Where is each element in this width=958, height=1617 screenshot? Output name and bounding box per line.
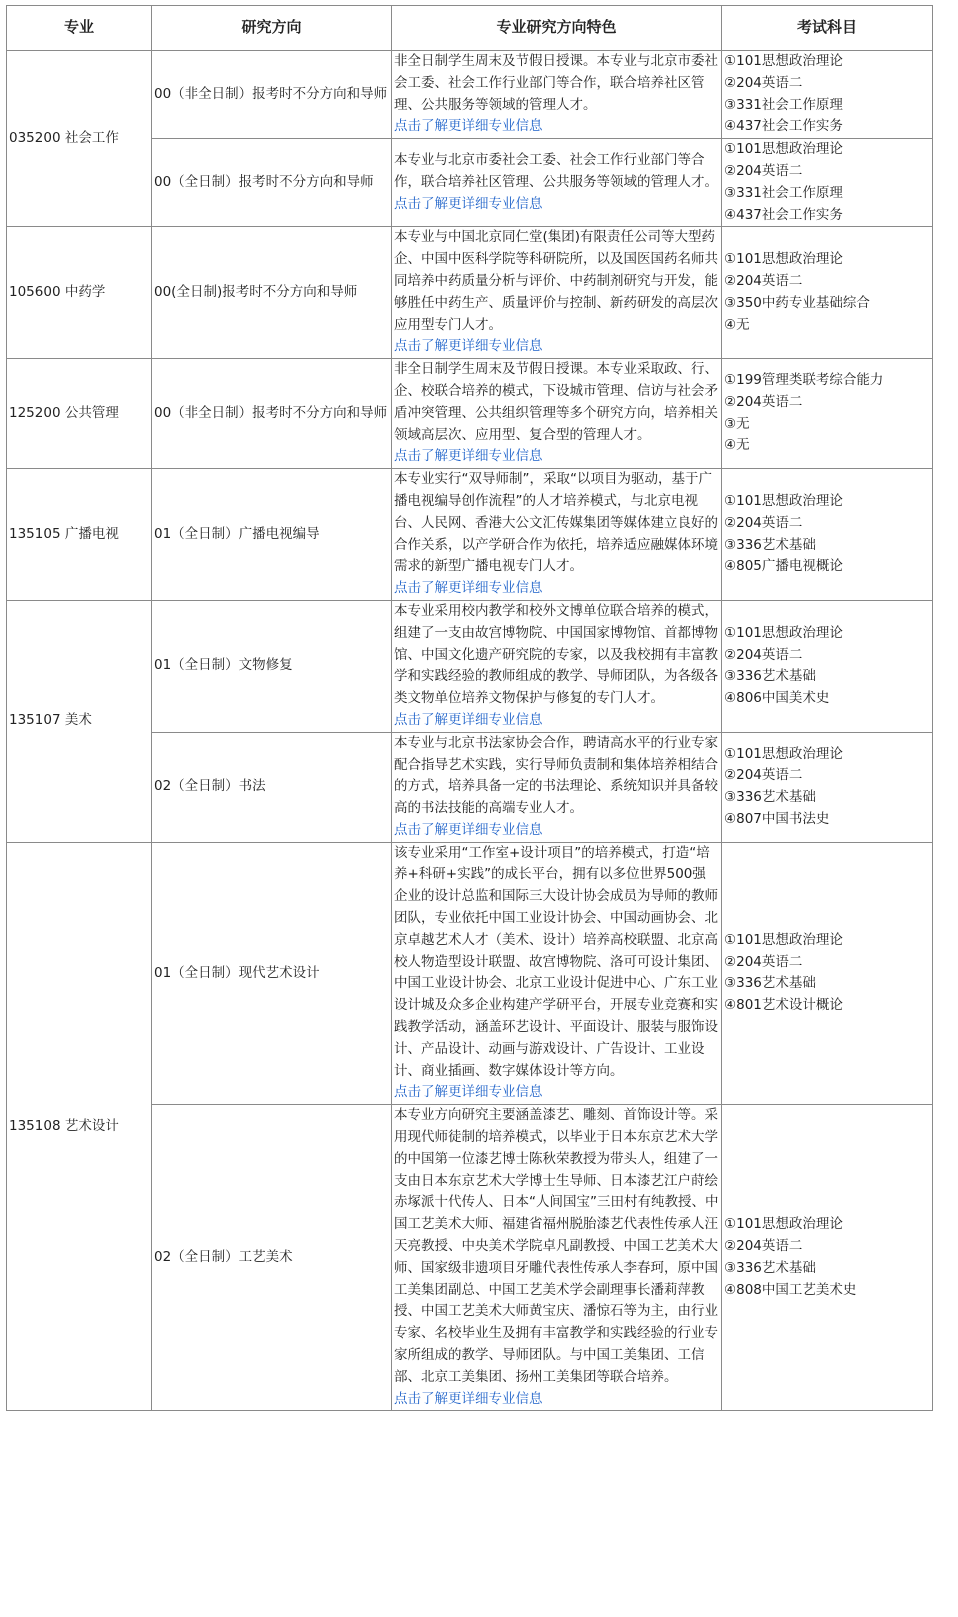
major-cell: 135105 广播电视 — [7, 469, 152, 601]
feature-cell — [392, 842, 722, 1105]
exam-subject: ②204英语二 — [724, 514, 803, 531]
details-link[interactable]: 点击了解更详细专业信息 — [394, 118, 543, 135]
subjects-cell — [722, 51, 933, 139]
exam-subject: ④806中国美术史 — [724, 690, 830, 707]
feature-text: 本专业实行“双导师制”，采取“以项目为驱动，基于广播电视编导创作流程”的人才培养模式，与北京电视台、人民网、香港大公文汇传媒集团等媒体建立良好的合作关系，以产学研合作为依托，培养适应融媒体环境需求的新型广播电视专门人才。 — [394, 471, 718, 575]
exam-subject: ③331社会工作原理 — [724, 96, 843, 113]
subjects-cell — [722, 1105, 933, 1411]
exam-subject: ②204英语二 — [724, 953, 803, 970]
exam-subject: ③331社会工作原理 — [724, 184, 843, 201]
header-row — [7, 6, 933, 51]
exam-subject: ③350中药专业基础综合 — [724, 294, 870, 311]
feature-text: 该专业采用“工作室+设计项目”的培养模式，打造“培养+科研+实践”的成长平台，拥有以多位世界500强企业的设计总监和国际三大设计协会成员为导师的教师团队，专业依托中国工业设计协会、中国动画协会、北京卓越艺术人才（美术、设计）培养高校联盟、北京高校人物造型设计联盟、故宫博物院、洛可可设计集团、中国工业设计协会、北京工业设计促进中心、广东工业设计城及众多企业构建产学研平台，开展专业竞赛和实践教学活动，涵盖环艺设计、平面设计、服装与服饰设计、产品设计、动画与游戏设计、广告设计、工业设计、商业插画、数字媒体设计等方向。 — [394, 844, 718, 1079]
exam-subject: ④801艺术设计概论 — [724, 997, 843, 1014]
details-link[interactable]: 点击了解更详细专业信息 — [394, 448, 543, 465]
exam-subject: ④807中国书法史 — [724, 810, 830, 827]
exam-subject: ①101思想政治理论 — [724, 745, 843, 762]
feature-text: 本专业方向研究主要涵盖漆艺、雕刻、首饰设计等。采用现代师徒制的培养模式，以毕业于日本东京艺术大学的中国第一位漆艺博士陈秋荣教授为带头人，组建了一支由日本东京艺术大学博士生导师、日本漆艺江户莳绘赤塚派十代传人、日本“人间国宝”三田村有纯教授、中国工艺美术大师、福建省福州脱胎漆艺代表性传承人汪天亮教授、中央美术学院卓凡副教授、中国工艺美术大师、国家级非遗项目牙雕代表性传承人李春珂，原中国工美集团副总、中国工艺美术学会副理事长潘莉萍教授、中国工艺美术大师黄宝庆、潘惊石等为主，由行业专家、名校毕业生及拥有丰富教学和实践经验的行业专家所组成的教学、导师团队。与中国工美集团、工信部、北京工美集团、扬州工美集团等联合培养。 — [394, 1107, 719, 1385]
exam-subject: ③336艺术基础 — [724, 536, 816, 553]
table-row — [7, 600, 933, 732]
feature-cell — [392, 139, 722, 227]
exam-subject: ②204英语二 — [724, 393, 803, 410]
major-cell: 035200 社会工作 — [7, 51, 152, 227]
direction-cell: 01（全日制）广播电视编导 — [152, 469, 392, 601]
header-subjects: 考试科目 — [722, 6, 933, 51]
majors-table — [6, 5, 933, 1411]
exam-subject: ③无 — [724, 415, 750, 432]
exam-subject: ②204英语二 — [724, 162, 803, 179]
exam-subject: ②204英语二 — [724, 767, 803, 784]
major-cell: 125200 公共管理 — [7, 359, 152, 469]
exam-subject: ③336艺术基础 — [724, 1259, 816, 1276]
direction-cell: 00（非全日制）报考时不分方向和导师 — [152, 51, 392, 139]
subjects-cell — [722, 732, 933, 842]
exam-subject: ②204英语二 — [724, 74, 803, 91]
feature-cell — [392, 732, 722, 842]
table-row — [7, 227, 933, 359]
subjects-cell — [722, 139, 933, 227]
details-link[interactable]: 点击了解更详细专业信息 — [394, 711, 543, 728]
subjects-cell — [722, 359, 933, 469]
exam-subject: ④437社会工作实务 — [724, 118, 843, 135]
feature-cell — [392, 359, 722, 469]
feature-text: 本专业采用校内教学和校外文博单位联合培养的模式，组建了一支由故宫博物院、中国国家博物馆、首都博物馆、中国文化遗产研究院的专家，以及我校拥有丰富教学和实践经验的教师组成的教学、导师团队，为各级各类文物单位培养文物保护与修复的专门人才。 — [394, 602, 718, 707]
details-link[interactable]: 点击了解更详细专业信息 — [394, 1390, 543, 1407]
feature-text: 非全日制学生周末及节假日授课。本专业与北京市委社会工委、社会工作行业部门等合作，联合培养社区管理、公共服务等领域的管理人才。 — [394, 53, 718, 113]
majors-body — [7, 51, 933, 1411]
exam-subject: ③336艺术基础 — [724, 975, 816, 992]
feature-cell — [392, 227, 722, 359]
subjects-cell — [722, 227, 933, 359]
feature-text: 本专业与中国北京同仁堂(集团)有限责任公司等大型药企、中国中医科学院等科研院所，以及国医国药名师共同培养中药质量分析与评价、中药制剂研究与开发，能够胜任中药生产、质量评价与控制、新药研发的高层次应用型专门人才。 — [394, 229, 718, 333]
header-direction: 研究方向 — [152, 6, 392, 51]
major-cell: 135108 艺术设计 — [7, 842, 152, 1411]
subjects-cell — [722, 842, 933, 1105]
details-link[interactable]: 点击了解更详细专业信息 — [394, 195, 543, 212]
exam-subject: ④无 — [724, 437, 750, 454]
major-cell: 135107 美术 — [7, 600, 152, 842]
subjects-cell — [722, 469, 933, 601]
exam-subject: ③336艺术基础 — [724, 668, 816, 685]
exam-subject: ④无 — [724, 316, 750, 333]
feature-cell — [392, 600, 722, 732]
table-row — [7, 469, 933, 601]
table-row — [7, 842, 933, 1105]
exam-subject: ②204英语二 — [724, 646, 803, 663]
exam-subject: ①101思想政治理论 — [724, 53, 843, 69]
details-link[interactable]: 点击了解更详细专业信息 — [394, 821, 543, 838]
table-row — [7, 51, 933, 139]
table-row — [7, 359, 933, 469]
header-major: 专业 — [7, 6, 152, 51]
exam-subject: ④808中国工艺美术史 — [724, 1281, 857, 1298]
feature-cell — [392, 51, 722, 139]
feature-text: 本专业与北京书法家协会合作，聘请高水平的行业专家配合指导艺术实践，实行导师负责制和集体培养相结合的方式，培养具备一定的书法理论、系统知识并具备较高的书法技能的高端专业人才。 — [394, 734, 718, 817]
major-cell: 105600 中药学 — [7, 227, 152, 359]
exam-subject: ①101思想政治理论 — [724, 141, 843, 158]
exam-subject: ①101思想政治理论 — [724, 251, 843, 268]
exam-subject: ②204英语二 — [724, 272, 803, 289]
direction-cell: 02（全日制）工艺美术 — [152, 1105, 392, 1411]
exam-subject: ①101思想政治理论 — [724, 492, 843, 509]
direction-cell: 01（全日制）文物修复 — [152, 600, 392, 732]
exam-subject: ①199管理类联考综合能力 — [724, 372, 884, 389]
feature-cell — [392, 1105, 722, 1411]
feature-text: 非全日制学生周末及节假日授课。本专业采取政、行、企、校联合培养的模式，下设城市管理、信访与社会矛盾冲突管理、公共组织管理等多个研究方向，培养相关领域高层次、应用型、复合型的管理人才。 — [394, 361, 718, 443]
exam-subject: ②204英语二 — [724, 1238, 803, 1255]
exam-subject: ④437社会工作实务 — [724, 206, 843, 223]
direction-cell: 00（非全日制）报考时不分方向和导师 — [152, 359, 392, 469]
details-link[interactable]: 点击了解更详细专业信息 — [394, 1084, 543, 1101]
feature-text: 本专业与北京市委社会工委、社会工作行业部门等合作，联合培养社区管理、公共服务等领域的管理人才。 — [394, 152, 718, 190]
details-link[interactable]: 点击了解更详细专业信息 — [394, 580, 543, 597]
exam-subject: ④805广播电视概论 — [724, 558, 843, 575]
direction-cell: 00（全日制）报考时不分方向和导师 — [152, 139, 392, 227]
subjects-cell — [722, 600, 933, 732]
header-feature: 专业研究方向特色 — [392, 6, 722, 51]
direction-cell: 01（全日制）现代艺术设计 — [152, 842, 392, 1105]
feature-cell — [392, 469, 722, 601]
details-link[interactable]: 点击了解更详细专业信息 — [394, 338, 543, 355]
exam-subject: ③336艺术基础 — [724, 789, 816, 806]
direction-cell: 00(全日制)报考时不分方向和导师 — [152, 227, 392, 359]
direction-cell: 02（全日制）书法 — [152, 732, 392, 842]
exam-subject: ①101思想政治理论 — [724, 1216, 843, 1233]
exam-subject: ①101思想政治理论 — [724, 624, 843, 641]
exam-subject: ①101思想政治理论 — [724, 931, 843, 948]
